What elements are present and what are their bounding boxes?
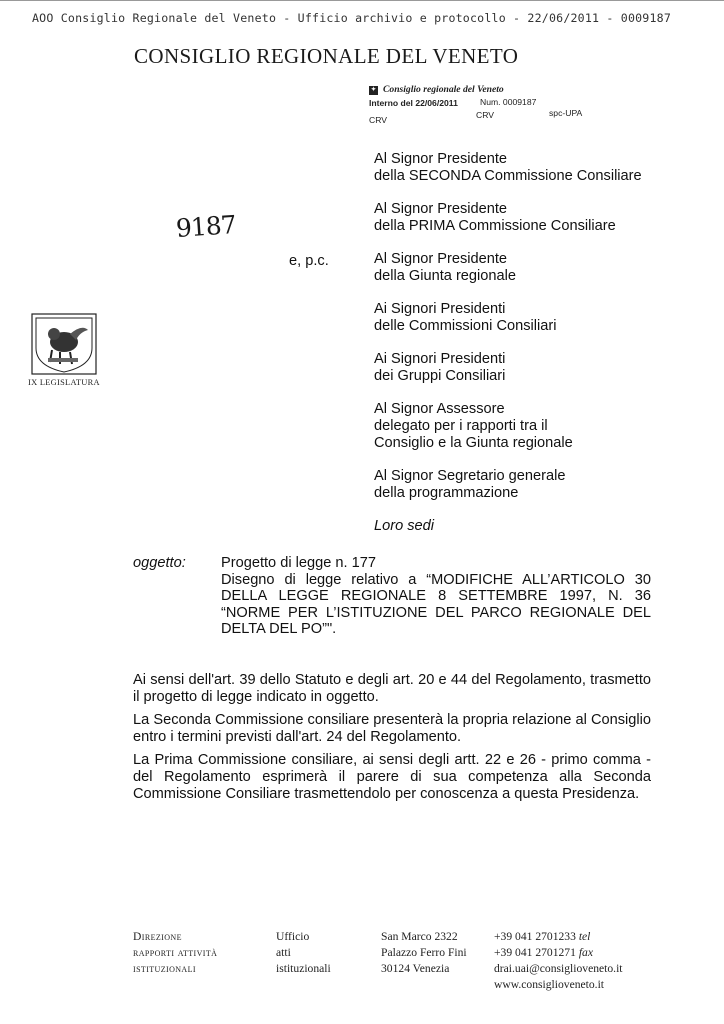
recipient-line: delle Commissioni Consiliari — [374, 318, 557, 334]
footer-line: atti — [276, 946, 291, 959]
recipient-block — [374, 301, 674, 335]
subject-label: oggetto: — [133, 555, 186, 571]
phone-number: +39 041 2701233 — [494, 930, 576, 943]
recipient-line: Ai Signori Presidenti — [374, 351, 506, 367]
protocol-stamp — [369, 82, 599, 128]
footer-address — [381, 929, 467, 977]
protocol-crv-right: CRV — [476, 110, 494, 120]
recipient-block — [374, 151, 674, 185]
handwritten-number: 9187 — [175, 209, 237, 244]
recipient-line: della PRIMA Commissione Consiliare — [374, 218, 616, 234]
recipient-block — [374, 401, 674, 452]
recipient-line: Consiglio e la Giunta regionale — [374, 435, 573, 451]
footer-line: rapporti attività — [133, 946, 218, 959]
fax-number: +39 041 2701271 — [494, 946, 576, 959]
footer-line: 30124 Venezia — [381, 962, 450, 975]
recipient-block — [374, 468, 674, 502]
protocol-header-stamp: AOO Consiglio Regionale del Veneto - Ufficio archivio e protocollo - 22/06/2011 - 0009187 — [32, 11, 672, 25]
recipient-line: della Giunta regionale — [374, 268, 516, 284]
recipient-line: Ai Signori Presidenti — [374, 301, 506, 317]
footer-line: istituzionali — [133, 962, 196, 975]
lion-logo-icon: ✦ — [370, 87, 377, 93]
recipient-line: Al Signor Assessore — [374, 401, 505, 417]
protocol-number: Num. 0009187 — [480, 97, 537, 107]
letter-body — [133, 672, 651, 809]
protocol-crv-left: CRV — [369, 115, 387, 125]
footer-line: Direzione — [133, 930, 182, 943]
lion-emblem-icon — [30, 312, 98, 376]
recipient-block — [374, 251, 674, 285]
fax-label: fax — [578, 946, 593, 959]
recipient-block — [374, 351, 674, 385]
phone-label: tel — [578, 930, 591, 943]
recipient-line: Al Signor Presidente — [374, 251, 508, 267]
protocol-date: Interno del 22/06/2011 — [369, 98, 458, 108]
recipient-line: della programmazione — [374, 485, 519, 501]
recipient-block — [374, 201, 674, 235]
recipient-line: Al Signor Presidente — [374, 201, 508, 217]
body-paragraph: La Seconda Commissione consiliare presenterà la propria relazione al Consiglio entro i termini previsti dall'art. 24 del Regolamento. — [133, 712, 651, 745]
protocol-office: spc-UPA — [549, 108, 583, 118]
loro-sedi: Loro sedi — [374, 518, 435, 534]
footer-office — [276, 929, 331, 977]
recipient-line: della SECONDA Commissione Consiliare — [374, 168, 642, 184]
body-paragraph: Ai sensi dell'art. 39 dello Statuto e degli art. 20 e 44 del Regolamento, trasmetto il progetto di legge indicato in oggetto. — [133, 672, 651, 705]
recipients-list — [374, 151, 674, 535]
footer-phone — [494, 929, 623, 945]
subject-text — [221, 555, 651, 638]
footer-fax — [494, 945, 623, 961]
footer-line: Palazzo Ferro Fini — [381, 946, 467, 959]
document-title: CONSIGLIO REGIONALE DEL VENETO — [134, 44, 519, 68]
subject-line: DELLA LEGGE REGIONALE 8 SETTEMBRE 1997, N. 36 — [221, 588, 651, 605]
footer-email: drai.uai@consiglioveneto.it — [494, 962, 623, 975]
footer-line: istituzionali — [276, 962, 331, 975]
body-paragraph: La Prima Commissione consiliare, ai sensi degli artt. 22 e 26 - primo comma - del Regolamento esprimerà il parere di sua competenza alla Seconda Commissione Consiliare trasmettendolo per conoscenza a questa Presidenza. — [133, 752, 651, 802]
cc-label: e, p.c. — [289, 253, 329, 269]
subject-line: “NORME PER L’ISTITUZIONE DEL PARCO REGIONALE DEL — [221, 604, 651, 621]
footer-website: www.consiglioveneto.it — [494, 978, 605, 991]
recipient-line: Al Signor Segretario generale — [374, 468, 566, 484]
footer-line: Ufficio — [276, 930, 310, 943]
footer-line: San Marco 2322 — [381, 930, 458, 943]
subject-line: Progetto di legge n. 177 — [221, 555, 376, 571]
recipient-line: dei Gruppi Consiliari — [374, 368, 506, 384]
footer-department — [133, 929, 217, 977]
recipient-line: delegato per i rapporti tra il — [374, 418, 548, 434]
emblem-caption: IX LEGISLATURA — [28, 378, 100, 387]
recipient-line: Al Signor Presidente — [374, 151, 508, 167]
top-border-line — [0, 0, 724, 1]
subject-line: DELTA DEL PO”". — [221, 621, 337, 638]
protocol-org: Consiglio regionale del Veneto — [383, 84, 504, 95]
footer-contacts — [494, 929, 623, 993]
subject-line: Disegno di legge relativo a “MODIFICHE ALL’ARTICOLO 30 — [221, 571, 651, 588]
